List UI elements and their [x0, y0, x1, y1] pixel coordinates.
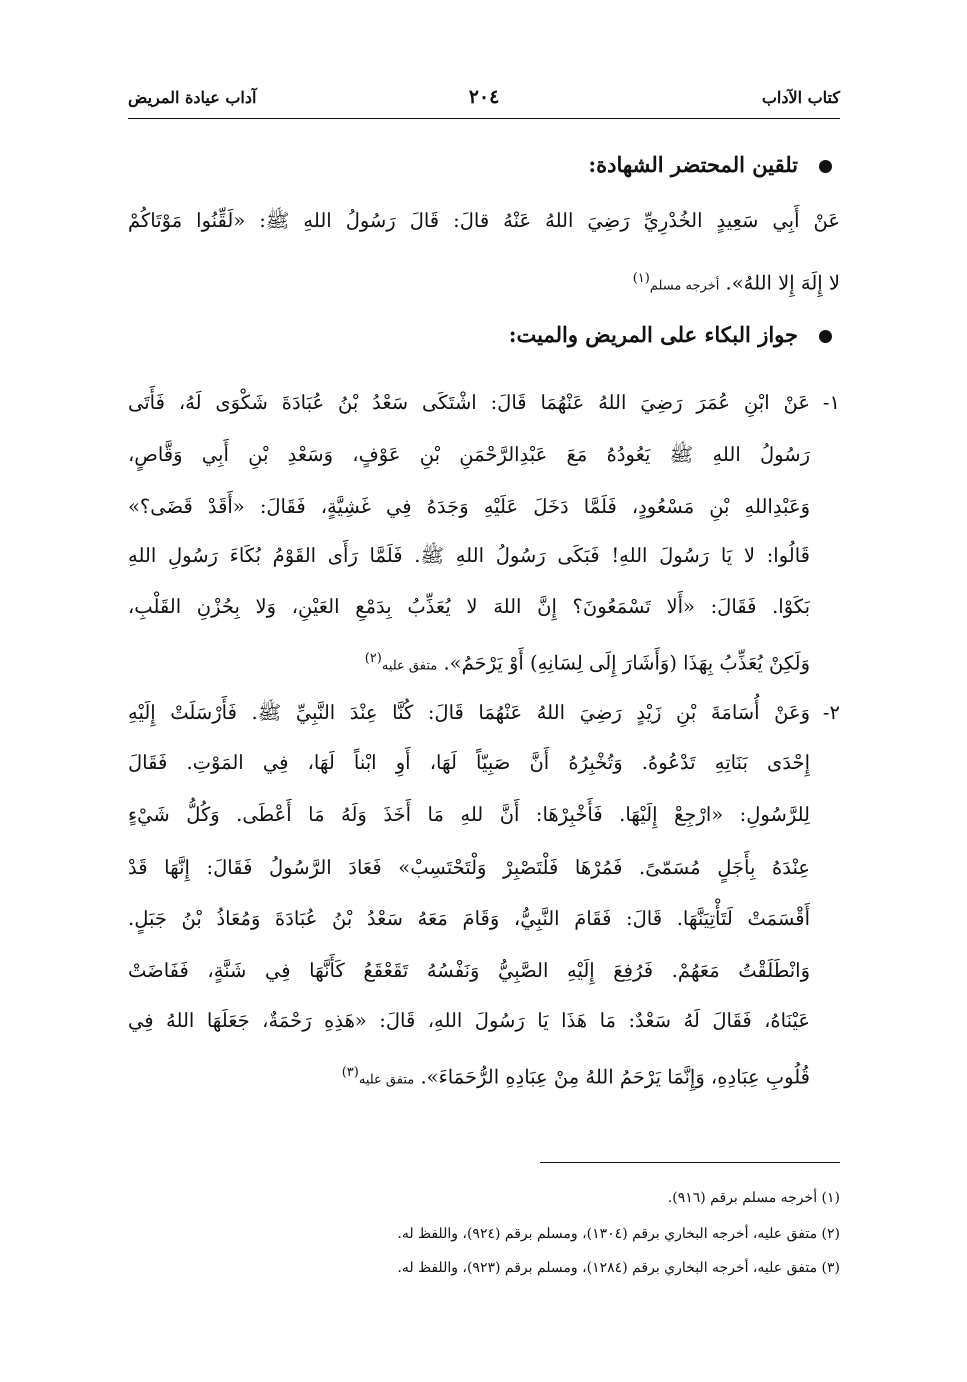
footnote-marker: (١)	[632, 271, 650, 286]
footnote: (٢) متفق عليه، أخرجه البخاري برقم (١٣٠٤)، ومسلم برقم (٩٢٤)، واللفظ له.	[397, 1226, 840, 1242]
source-citation: متفق عليه	[381, 658, 438, 674]
hadith-line: وَعَبْدِاللهِ بْنِ مَسْعُودٍ، فَلَمَّا دَخَلَ عَلَيْهِ وَجَدَهُ فِي غَشِيَّةٍ، فَقَالَ: «أَقَدْ قَضَى؟»	[128, 495, 810, 518]
bullet-icon	[819, 330, 832, 343]
hadith-number: ٢-	[822, 701, 840, 724]
footnote: (١) أخرجه مسلم برقم (٩١٦).	[667, 1190, 840, 1206]
header-rule	[128, 118, 840, 119]
section-heading-text: جواز البكاء على المريض والميت:	[508, 322, 798, 347]
hadith-line: عَيْنَاهُ، فَقَالَ لَهُ سَعْدٌ: مَا هَذَا يَا رَسُولَ اللهِ، قَالَ: «هَذِهِ رَحْمَةٌ، جَعَلَهَا اللهُ فِي	[128, 1009, 810, 1032]
source-citation: أخرجه مسلم	[649, 278, 720, 294]
chapter-title: آداب عيادة المريض	[128, 88, 257, 107]
hadith-line: عِنْدَهُ بِأَجَلٍ مُسَمّىً. فَمُرْهَا فَلْتَصْبِرْ وَلْتَحْتَسِبْ» فَعَادَ الرَّسُولُ فَقَالَ: إِنَّهَا قَدْ	[128, 856, 810, 879]
hadith-line: بَكَوْا. فَقَالَ: «أَلا تَسْمَعُونَ؟ إِنَّ اللهَ لا يُعَذِّبُ بِدَمْعِ العَيْنِ، وَلا بِحُزْنِ القَلْبِ،	[128, 595, 810, 618]
hadith-number: ١-	[822, 391, 840, 414]
hadith-line: رَسُولُ اللهِ ﷺ يَعُودُهُ مَعَ عَبْدِالرَّحْمَنِ بْنِ عَوْفٍ، وَسَعْدِ بْنِ أَبِي وَقَّاصٍ،	[128, 443, 810, 466]
hadith-line: قُلُوبِ عِبَادِهِ، وَإِنَّمَا يَرْحَمُ اللهُ مِنْ عِبَادِهِ الرُّحَمَاءَ». متفق عليه$^{(٣)}$	[341, 1065, 810, 1089]
hadith-line: أَقْسَمَتْ لَتَأْتِيَنَّهَا. قَالَ: فَقَامَ النَّبِيُّ، وَقَامَ مَعَهُ سَعْدُ بْنُ عُبَادَةَ وَمُعَاذُ بْنُ جَبَلٍ.	[128, 907, 810, 930]
hadith-line: قَالُوا: لا يَا رَسُولَ اللهِ! فَبَكَى رَسُولُ اللهِ ﷺ. فَلَمَّا رَأَى القَوْمُ بُكَاءَ رَسُولِ اللهِ	[128, 544, 810, 567]
source-citation: متفق عليه	[358, 1072, 415, 1088]
footnote-marker: (٢)	[364, 651, 382, 666]
hadith-line: وَانْطَلَقْتُ مَعَهُمْ. فَرُفِعَ إِلَيْهِ الصَّبِيُّ وَنَفْسُهُ تَقَعْقَعُ كَأَنَّهَا فِي شَنَّةٍ، فَفَاضَتْ	[128, 959, 810, 982]
footnote-rule	[540, 1162, 840, 1163]
hadith-line: عَنْ أَبِي سَعِيدٍ الخُدْرِيِّ رَضِيَ اللهُ عَنْهُ قالَ: قَالَ رَسُولُ اللهِ ﷺ: «لَقِّنُوا مَوْتَاكُمْ	[128, 209, 840, 232]
section-heading-talqin	[128, 150, 840, 190]
section-heading-text: تلقين المحتضر الشهادة:	[588, 152, 798, 177]
hadith-line: وَلَكِنْ يُعَذِّبُ بِهَذَا (وَأَشَارَ إِلَى لِسَانِهِ) أَوْ يَرْحَمُ». متفق عليه$^{(٢)}$	[364, 651, 810, 675]
running-header	[128, 84, 840, 118]
bullet-icon	[819, 160, 832, 173]
book-title: كتاب الآداب	[761, 88, 840, 107]
hadith-line: وَعَنْ أُسَامَةَ بْنِ زَيْدٍ رَضِيَ اللهُ عَنْهُمَا قَالَ: كُنَّا عِنْدَ النَّبِيِّ ﷺ. فَأَرْسَلَتْ إِلَيْهِ	[128, 701, 810, 724]
hadith-line: عَنْ ابْنِ عُمَرَ رَضِيَ اللهُ عَنْهُمَا قَالَ: اشْتَكَى سَعْدُ بْنُ عُبَادَةَ شَكْوَى لَهُ، فَأَتَى	[128, 391, 810, 414]
hadith-line: لا إِلَهَ إِلا اللهُ». أخرجه مسلم$^{(١)}$	[632, 271, 840, 295]
footnote-marker: (٣)	[341, 1065, 359, 1080]
hadith-line: لِلرَّسُولِ: «ارْجِعْ إِلَيْهَا. فَأَخْبِرْهَا: أَنَّ للهِ مَا أَخَذَ وَلَهُ مَا أَعْطَى. وَكُلُّ شَيْءٍ	[128, 803, 810, 826]
hadith-line: إِحْدَى بَنَاتِهِ تَدْعُوهُ. وَتُخْبِرُهُ أَنَّ صَبِيّاً لَهَا، أَوِ ابْناً لَهَا، فِي المَوْتِ. فَقَالَ	[128, 751, 810, 774]
document-page	[128, 0, 840, 1382]
page-number: ٢٠٤	[468, 86, 500, 108]
section-heading-buka	[128, 320, 840, 360]
footnote: (٣) متفق عليه، أخرجه البخاري برقم (١٢٨٤)، ومسلم برقم (٩٢٣)، واللفظ له.	[397, 1260, 840, 1276]
